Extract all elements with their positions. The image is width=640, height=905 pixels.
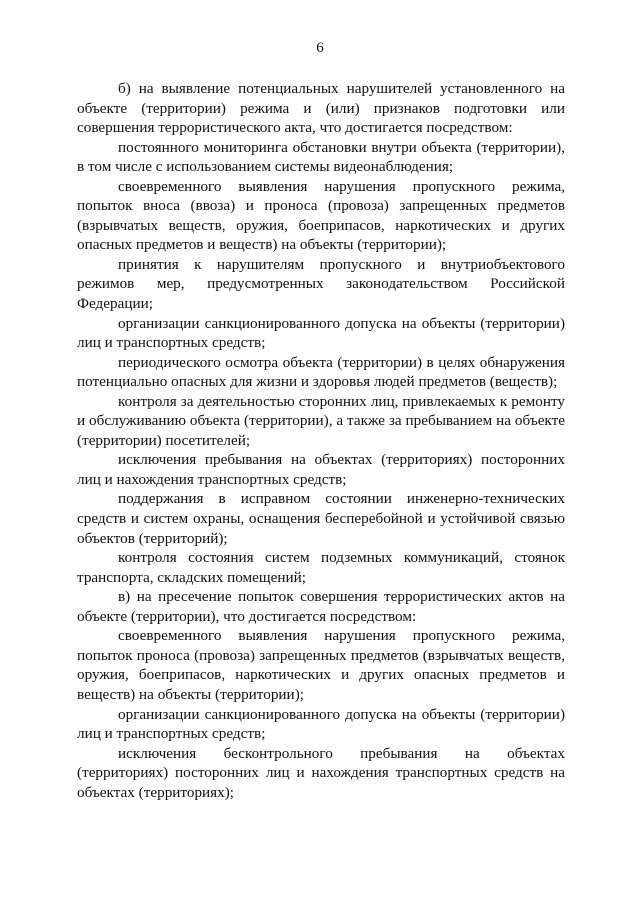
paragraph-detection-2: своевременного выявления нарушения пропускного режима, попыток проноса (провоза) запрещенных предметов (взрывчатых веществ, оружия, боеприпасов, наркотических и других опасных предметов и веществ) на объекты (территории); bbox=[77, 627, 565, 703]
page-number: 6 bbox=[316, 40, 324, 56]
paragraph-maintenance: поддержания в исправном состоянии инженерно-технических средств и систем охраны, оснащения бесперебойной и устойчивой связью объектов (территорий); bbox=[77, 490, 565, 547]
paragraph-inspection: периодического осмотра объекта (территории) в целях обнаружения потенциально опасных для жизни и здоровья людей предметов (веществ); bbox=[77, 353, 565, 391]
paragraph-measures: принятия к нарушителям пропускного и внутриобъектового режимов мер, предусмотренных законодательством Российской Федерации; bbox=[77, 255, 565, 313]
paragraph-v-intro: в) на пресечение попыток совершения террористических актов на объекте (территории), что достигается посредством: bbox=[77, 588, 565, 625]
paragraph-monitoring: постоянного мониторинга обстановки внутри объекта (территории), в том числе с использованием системы видеонаблюдения; bbox=[77, 138, 565, 176]
paragraph-b-intro: б) на выявление потенциальных нарушителей установленного на объекте (территории) режима и (или) признаков подготовки или совершения террористического акта, что достигается посредством: bbox=[77, 80, 565, 137]
paragraph-authorized-access: организации санкционированного допуска на объекты (территории) лиц и транспортных средств; bbox=[77, 314, 565, 352]
paragraph-third-party-control: контроля за деятельностью сторонних лиц, привлекаемых к ремонту и обслуживанию объекта (территории), а также за пребыванием на объекте (территории) посетителей; bbox=[77, 392, 565, 449]
paragraph-authorized-access-2: организации санкционированного допуска на объекты (территории) лиц и транспортных средств; bbox=[77, 705, 565, 743]
paragraph-exclusion: исключения пребывания на объектах (территориях) посторонних лиц и нахождения транспортных средств; bbox=[77, 451, 565, 488]
paragraph-utilities-control: контроля состояния систем подземных коммуникаций, стоянок транспорта, складских помещений; bbox=[77, 549, 565, 586]
document-body bbox=[77, 79, 565, 802]
paragraph-detection: своевременного выявления нарушения пропускного режима, попыток вноса (ввоза) и проноса (провоза) запрещенных предметов (взрывчатых веществ, оружия, боеприпасов, наркотических и других опасных предметов и веществ) на объекты (территории); bbox=[77, 177, 565, 254]
paragraph-exclusion-2: исключения бесконтрольного пребывания на объектах (территориях) посторонних лиц и нахождения транспортных средств на объектах (территориях); bbox=[77, 744, 565, 801]
